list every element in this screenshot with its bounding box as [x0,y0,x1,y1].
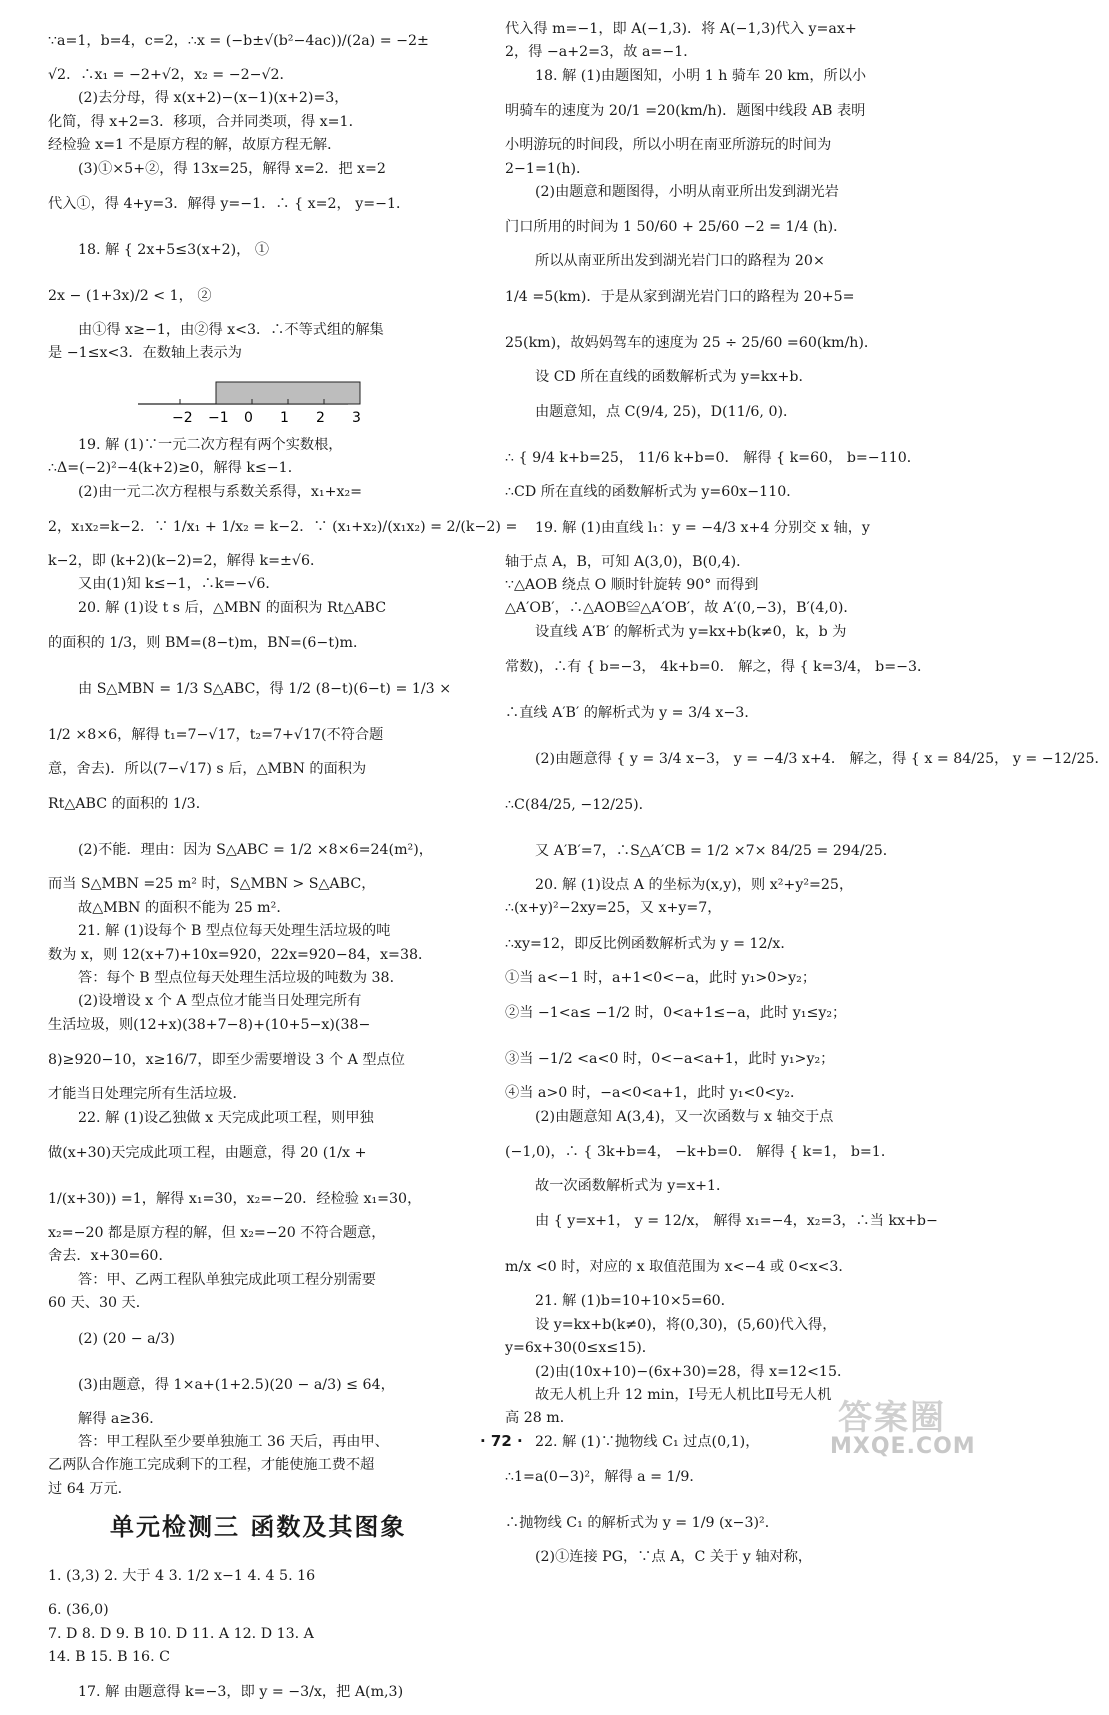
right-text-line: 2，得 −a+2=3，故 a=−1． [505,44,698,61]
left-text-line: 舍去．x+30=60． [48,1248,173,1265]
left-text-line: 由 S△MBN = 1/3 S△ABC，得 1/2 (8−t)(6−t) = 1/3 × [78,681,452,698]
right-text-line: ②当 −1<a≤ −1/2 时，0<a+1≤−a，此时 y₁≤y₂； [505,1005,847,1022]
left-text-line: 21. 解 (1)设每个 B 型点位每天处理生活垃圾的吨 [78,923,391,940]
right-text-line: 设直线 A′B′ 的解析式为 y=kx+b(k≠0，k，b 为 [535,623,847,640]
left-text-line: 60 天、30 天． [48,1295,150,1312]
watermark-logo-text: 答案圈 [838,1398,946,1438]
right-text-line: 所以从南亚所出发到湖光岩门口的路程为 20× [535,253,825,270]
right-text-line: m/x <0 时，对应的 x 取值范围为 x<−4 或 0<x<3． [505,1259,853,1276]
right-text-line: ∵△AOB 绕点 O 顺时针旋转 90° 而得到 [505,576,759,593]
left-text-line: 经检验 x=1 不是原方程的解，故原方程无解． [48,137,342,154]
left-text-line: 乙两队合作施工完成剩下的工程，才能使施工费不超 [48,1457,375,1474]
left-text-line: x₂=−20 都是原方程的解，但 x₂=−20 不符合题意， [48,1224,386,1241]
number-line-figure [48,366,494,434]
left-text-line: 2x − (1+3x)/2 < 1， ② [48,287,212,304]
right-text-line: 代入得 m=−1，即 A(−1,3)．将 A(−1,3)代入 y=ax+ [505,21,857,37]
right-text-line: ∴C(84/25, −12/25)． [505,797,653,814]
right-text-line: ③当 −1/2 <a<0 时，0<−a<a+1，此时 y₁>y₂； [505,1051,835,1068]
right-text-line: 门口所用的时间为 1 50/60 + 25/60 −2 = 1/4 (h)． [505,219,848,236]
left-text-line: 由①得 x≥−1，由②得 x<3．∴不等式组的解集 [78,321,384,338]
left-text-line: (2)由一元二次方程根与系数关系得，x₁+x₂= [78,483,363,500]
left-text-line: 又由(1)知 k≤−1，∴k=−√6． [78,576,280,593]
left-text-line: 6. (36,0) [48,1602,109,1619]
right-text-line: 1/4 =5(km)．于是从家到湖光岩门口的路程为 20+5= [505,288,855,305]
left-text-line: 19. 解 (1)∵一元二次方程有两个实数根， [78,436,343,453]
left-text-line: 8)≥920−10，x≥16/7，即至少需要增设 3 个 A 型点位 [48,1052,405,1069]
left-text-line: (2)去分母，得 x(x+2)−(x−1)(x+2)=3， [78,90,349,107]
left-text-line: 1/2 ×8×6，解得 t₁=7−√17，t₂=7+√17(不符合题 [48,727,384,744]
right-text-line: y=6x+30(0≤x≤15)． [505,1340,656,1357]
left-text-line: 而当 S△MBN =25 m² 时，S△MBN > S△ABC， [48,876,376,893]
left-text-line: 20. 解 (1)设 t s 后，△MBN 的面积为 Rt△ABC [78,599,387,616]
left-text-line: ∴Δ=(−2)²−4(k+2)≥0，解得 k≤−1． [48,460,302,477]
left-text-line: 意，舍去)．所以(7−√17) s 后，△MBN 的面积为 [48,761,367,778]
left-text-line: 是 −1≤x<3．在数轴上表示为 [48,345,242,362]
left-text-line: 1. (3,3) 2. 大于 4 3. 1/2 x−1 4. 4 5. 16 [48,1568,316,1585]
left-text-line: (3)①×5+②，得 13x=25，解得 x=2．把 x=2 [78,160,386,177]
right-text-line: 轴于点 A，B，可知 A(3,0)，B(0,4)． [505,553,751,570]
left-text-line: ∵a=1，b=4，c=2，∴x = (−b±√(b²−4ac))/(2a) = −2± [48,33,429,49]
right-text-line: 由题意知，点 C(9/4, 25)，D(11/6, 0)． [535,404,798,421]
right-text-line: 又 A′B′=7，∴S△A′CB = 1/2 ×7× 84/25 = 294/25． [535,843,897,860]
right-text-line: (2)由题意和题图得，小明从南亚所出发到湖光岩 [535,183,839,200]
left-text-line: 的面积的 1/3，则 BM=(8−t)m，BN=(6−t)m． [48,635,368,652]
number-line-tick-label: −2 [172,409,193,426]
right-text-line: △A′OB′，∴△AOB≌△A′OB′，故 A′(0,−3)，B′(4,0)． [505,600,858,617]
number-line-tick-label: 2 [316,409,325,426]
left-text-line: 化简，得 x+2=3．移项，合并同类项，得 x=1． [48,113,363,130]
right-text-line: 25(km)，故妈妈驾车的速度为 25 ÷ 25/60 =60(km/h)． [505,334,879,351]
right-text-line: ∴(x+y)²−2xy=25，又 x+y=7， [505,900,722,917]
right-text-line: ④当 a>0 时，−a<0<a+1，此时 y₁<0<y₂． [505,1085,805,1102]
right-text-line: (2)由题意知 A(3,4)，又一次函数与 x 轴交于点 [535,1108,834,1125]
page-number: · 72 · [480,1432,523,1450]
left-text-line: 答：每个 B 型点位每天处理生活垃圾的吨数为 38． [78,970,404,987]
left-text-line: 22. 解 (1)设乙独做 x 天完成此项工程，则甲独 [78,1109,374,1126]
left-text-line: Rt△ABC 的面积的 1/3． [48,796,210,813]
right-text-line: 18. 解 (1)由题图知，小明 1 h 骑车 20 km，所以小 [535,67,867,84]
watermark-logo [818,1388,986,1464]
right-text-line: 22. 解 (1)∵抛物线 C₁ 过点(0,1)， [535,1433,760,1450]
left-text-line: 1/(x+30)) =1，解得 x₁=30，x₂=−20．经检验 x₁=30， [48,1190,422,1207]
watermark-site-text: MXQE.COM [830,1434,976,1459]
left-text-line: 才能当日处理完所有生活垃圾． [48,1086,247,1103]
number-line [48,366,361,432]
number-line-tick-label: 1 [280,409,289,426]
left-text-line: 答：甲工程队至少要单独施工 36 天后，再由甲、 [78,1433,389,1450]
left-text-line: 做(x+30)天完成此项工程，由题意，得 20 (1/x + [48,1144,367,1161]
left-text-line: 18. 解 { 2x+5≤3(x+2)， ① [78,241,270,258]
right-text-line: 故无人机上升 12 min，Ⅰ号无人机比Ⅱ号无人机 [535,1386,832,1403]
left-text-line: 故△MBN 的面积不能为 25 m²． [78,899,291,916]
right-text-line: 小明游玩的时间段，所以小明在南亚所游玩的时间为 [505,137,832,154]
left-text-line: 2，x₁x₂=k−2．∵ 1/x₁ + 1/x₂ = k−2．∵ (x₁+x₂)/(x₁x₂) = 2/(k−2) = [48,518,518,535]
left-text-line: (3)由题意，得 1×a+(1+2.5)(20 − a/3) ≤ 64， [78,1376,395,1393]
right-text-line: (2)①连接 PG，∵点 A，C 关于 y 轴对称， [535,1549,813,1566]
right-text-line: 2−1=1(h)． [505,160,591,177]
number-line-tick-label: −1 [208,409,229,426]
left-text-line: 过 64 万元． [48,1480,132,1497]
right-text-line: ∴ { 9/4 k+b=25， 11/6 k+b=0． 解得 { k=60， b=−110． [505,450,921,467]
right-text-line: 高 28 m． [505,1410,574,1427]
left-text-line: 解得 a≥36． [78,1410,164,1427]
left-text-line: 答：甲、乙两工程队单独完成此项工程分别需要 [78,1271,376,1288]
right-text-line: 明骑车的速度为 20/1 =20(km/h)．题图中线段 AB 表明 [505,103,866,120]
right-text-line: (2)由(10x+10)−(6x+30)=28，得 x=12<15． [535,1363,852,1380]
left-text-line: (2)不能．理由：因为 S△ABC = 1/2 ×8×6=24(m²)， [78,842,433,859]
right-text-line: (2)由题意得 { y = 3/4 x−3， y = −4/3 x+4． 解之，得 { x = 84/25， y = −12/25． [535,751,1109,768]
left-text-line: 7. D 8. D 9. B 10. D 11. A 12. D 13. A [48,1625,314,1642]
left-text-line: k−2，即 (k+2)(k−2)=2，解得 k=±√6． [48,552,325,569]
left-text-line: 17. 解 由题意得 k=−3，即 y = −3/x，把 A(m,3) [78,1684,404,1701]
number-line-tick-label: 0 [244,409,253,426]
left-text-line: √2．∴x₁ = −2+√2，x₂ = −2−√2． [48,67,294,83]
right-text-line: 20. 解 (1)设点 A 的坐标为(x,y)，则 x²+y²=25， [535,877,854,894]
right-text-line: 21. 解 (1)b=10+10×5=60． [535,1293,735,1310]
right-column [505,18,1109,1570]
right-text-line: ∴xy=12，即反比例函数解析式为 y = 12/x． [505,935,795,952]
right-text-line: (−1,0)，∴ { 3k+b=4， −k+b=0． 解得 { k=1， b=1． [505,1144,896,1161]
right-text-line: ①当 a<−1 时，a+1<0<−a，此时 y₁>0>y₂； [505,969,817,986]
right-text-line: 设 CD 所在直线的函数解析式为 y=kx+b． [535,368,813,385]
right-text-line: ∴1=a(0−3)²，解得 a = 1/9． [505,1469,704,1486]
left-text-line: (2) (20 − a/3) [78,1330,175,1347]
section-title: 单元检测三 函数及其图象 [110,1513,407,1542]
right-text-line: ∴CD 所在直线的函数解析式为 y=60x−110． [505,484,801,501]
left-text-line: 14. B 15. B 16. C [48,1648,170,1665]
left-text-line: (2)设增设 x 个 A 型点位才能当日处理完所有 [78,993,362,1010]
right-text-line: 19. 解 (1)由直线 l₁：y = −4/3 x+4 分别交 x 轴，y [535,519,870,536]
right-text-line: ∴抛物线 C₁ 的解析式为 y = 1/9 (x−3)²． [505,1515,779,1532]
right-text-line: ∴直线 A′B′ 的解析式为 y = 3/4 x−3． [505,705,759,722]
number-line-tick-label: 3 [352,409,361,426]
left-text-line: 生活垃圾，则(12+x)(38+7−8)+(10+5−x)(38− [48,1016,371,1033]
left-text-line: 数为 x，则 12(x+7)+10x=920，22x=920−84，x=38． [48,946,433,963]
right-text-line: 常数)，∴有 { b=−3， 4k+b=0． 解之，得 { k=3/4， b=−3． [505,659,932,676]
right-text-line: 设 y=kx+b(k≠0)，将(0,30)，(5,60)代入得， [535,1316,837,1333]
right-text-line: 故一次函数解析式为 y=x+1． [535,1178,731,1195]
left-text-line: 代入①，得 4+y=3．解得 y=−1．∴ { x=2， y=−1． [48,195,411,212]
right-text-line: 由 { y=x+1， y = 12/x， 解得 x₁=−4，x₂=3，∴当 kx+b− [535,1213,938,1230]
